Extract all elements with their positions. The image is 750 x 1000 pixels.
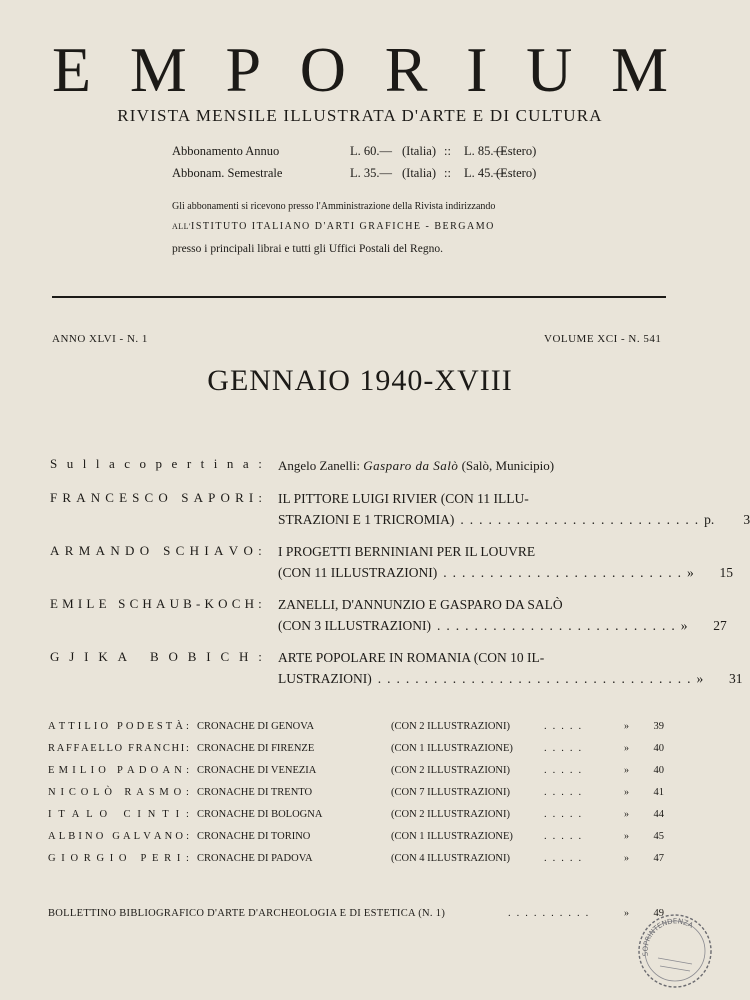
chronicle-title: CRONACHE DI VENEZIA bbox=[197, 765, 317, 776]
cover-credit: Angelo Zanelli: Gasparo da Salò (Salò, Municipio) bbox=[278, 458, 555, 473]
publisher-address: ALL'ISTITUTO ITALIANO D'ARTI GRAFICHE - BERGAMO bbox=[172, 221, 495, 232]
chronicle-title: CRONACHE DI PADOVA bbox=[197, 853, 313, 864]
ditto-mark: » bbox=[624, 809, 629, 820]
masthead-letter: R bbox=[384, 34, 428, 105]
chronicle-author: I T A L O C I N T I : bbox=[48, 809, 189, 820]
issue-year: ANNO XLVI - N. 1 bbox=[52, 333, 148, 345]
chronicle-illustrations: (CON 1 ILLUSTRAZIONE) bbox=[391, 743, 513, 754]
masthead-letter: O bbox=[299, 34, 346, 105]
article-title: I PROGETTI BERNINIANI PER IL LOUVRE (CON 11 ILLUSTRAZIONI) .......................... » 15 bbox=[278, 544, 733, 580]
masthead-letter: M bbox=[611, 34, 668, 105]
header-rule bbox=[52, 296, 666, 298]
chronicle-illustrations: (CON 2 ILLUSTRAZIONI) bbox=[391, 721, 510, 732]
chronicle-page: 40 bbox=[653, 765, 664, 776]
chronicle-page: 47 bbox=[653, 853, 664, 864]
library-stamp bbox=[636, 912, 714, 990]
leader-dots: ..... bbox=[544, 721, 588, 732]
issue-volume: VOLUME XCI - N. 541 bbox=[544, 333, 662, 345]
article-author: F R A N C E S C O S A P O R I : bbox=[50, 490, 262, 505]
chronicle-illustrations: (CON 2 ILLUSTRAZIONI) bbox=[391, 765, 510, 776]
leader-dots: ..... bbox=[544, 809, 588, 820]
subscription-row: Abbonamento Annuo L. 60.— (Italia) :: L. 85.—(Estero) bbox=[172, 144, 537, 158]
chronicle-page: 41 bbox=[653, 787, 664, 798]
chronicle-title: CRONACHE DI TORINO bbox=[197, 831, 311, 842]
article-author: A R M A N D O S C H I A V O : bbox=[50, 543, 262, 558]
chronicle-author: A T T I L I O P O D E S T À : bbox=[48, 721, 189, 732]
leader-dots: ..... bbox=[544, 831, 588, 842]
leader-dots: ..... bbox=[544, 853, 588, 864]
chronicle-author: G I O R G I O P E R I : bbox=[48, 853, 189, 864]
subscription-row: Abbonam. Semestrale L. 35.— (Italia) :: L. 45.—(Estero) bbox=[172, 166, 537, 180]
article-title: ZANELLI, D'ANNUNZIO E GASPARO DA SALÒ (CON 3 ILLUSTRAZIONI) .......................... » 27 bbox=[278, 597, 727, 633]
leader-dots: ..... bbox=[544, 765, 588, 776]
chronicle-title: CRONACHE DI FIRENZE bbox=[197, 743, 315, 754]
issue-date: GENNAIO 1940-XVIII bbox=[207, 364, 513, 397]
bulletin-title: BOLLETTINO BIBLIOGRAFICO D'ARTE D'ARCHEOLOGIA E DI ESTETICA (N. 1) bbox=[48, 908, 446, 919]
chronicle-illustrations: (CON 2 ILLUSTRAZIONI) bbox=[391, 809, 510, 820]
subscription-notice: Gli abbonamenti si ricevono presso l'Amministrazione della Rivista indirizzando bbox=[172, 201, 496, 212]
masthead-letter: I bbox=[466, 34, 488, 105]
chronicle-author: R A F F A E L L O F R A N C H I : bbox=[48, 743, 189, 754]
chronicle-title: CRONACHE DI TRENTO bbox=[197, 787, 313, 798]
leader-dots: ..... bbox=[544, 787, 588, 798]
chronicle-illustrations: (CON 4 ILLUSTRAZIONI) bbox=[391, 853, 510, 864]
ditto-mark: » bbox=[624, 908, 629, 919]
masthead-letter: M bbox=[129, 34, 187, 105]
ditto-mark: » bbox=[624, 787, 629, 798]
chronicle-title: CRONACHE DI BOLOGNA bbox=[197, 809, 323, 820]
ditto-mark: » bbox=[624, 721, 629, 732]
article-author: E M I L E S C H A U B - K O C H : bbox=[50, 596, 262, 611]
masthead-subtitle: RIVISTA MENSILE ILLUSTRATA D'ARTE E DI CULTURA bbox=[117, 106, 603, 125]
chronicle-title: CRONACHE DI GENOVA bbox=[197, 721, 315, 732]
ditto-mark: » bbox=[624, 853, 629, 864]
article-title: ARTE POPOLARE IN ROMANIA (CON 10 IL- LUSTRAZIONI) .................................. » 31 bbox=[278, 650, 743, 686]
distribution-note: presso i principali librai e tutti gli Uffici Postali del Regno. bbox=[172, 243, 443, 255]
bulletin-page: 49 bbox=[653, 908, 664, 919]
article-author: G J I K A B O B I C H : bbox=[50, 649, 262, 664]
masthead-title bbox=[52, 34, 668, 105]
masthead-letter: U bbox=[526, 34, 573, 105]
leader-dots: .......... bbox=[508, 908, 595, 919]
ditto-mark: » bbox=[624, 743, 629, 754]
chronicle-page: 45 bbox=[653, 831, 664, 842]
ditto-mark: » bbox=[624, 831, 629, 842]
ditto-mark: » bbox=[624, 765, 629, 776]
article-title: IL PITTORE LUIGI RIVIER (CON 11 ILLU- STRAZIONI E 1 TRICROMIA) .......................... p. 3 bbox=[278, 491, 750, 527]
chronicle-illustrations: (CON 1 ILLUSTRAZIONE) bbox=[391, 831, 513, 842]
masthead-letter: P bbox=[225, 34, 262, 105]
chronicle-page: 44 bbox=[653, 809, 664, 820]
masthead-letter: E bbox=[52, 34, 92, 105]
cover-label: S u l l a c o p e r t i n a : bbox=[50, 456, 262, 471]
chronicle-illustrations: (CON 7 ILLUSTRAZIONI) bbox=[391, 787, 510, 798]
chronicle-author: N I C O L Ò R A S M O : bbox=[48, 787, 189, 798]
chronicle-page: 39 bbox=[653, 721, 664, 732]
chronicle-author: E M I L I O P A D O A N : bbox=[48, 765, 189, 776]
stamp-text: SOPRINTENDENZA bbox=[641, 917, 695, 957]
chronicle-author: A L B I N O G A L V A N O : bbox=[48, 831, 189, 842]
leader-dots: ..... bbox=[544, 743, 588, 754]
chronicle-page: 40 bbox=[653, 743, 664, 754]
